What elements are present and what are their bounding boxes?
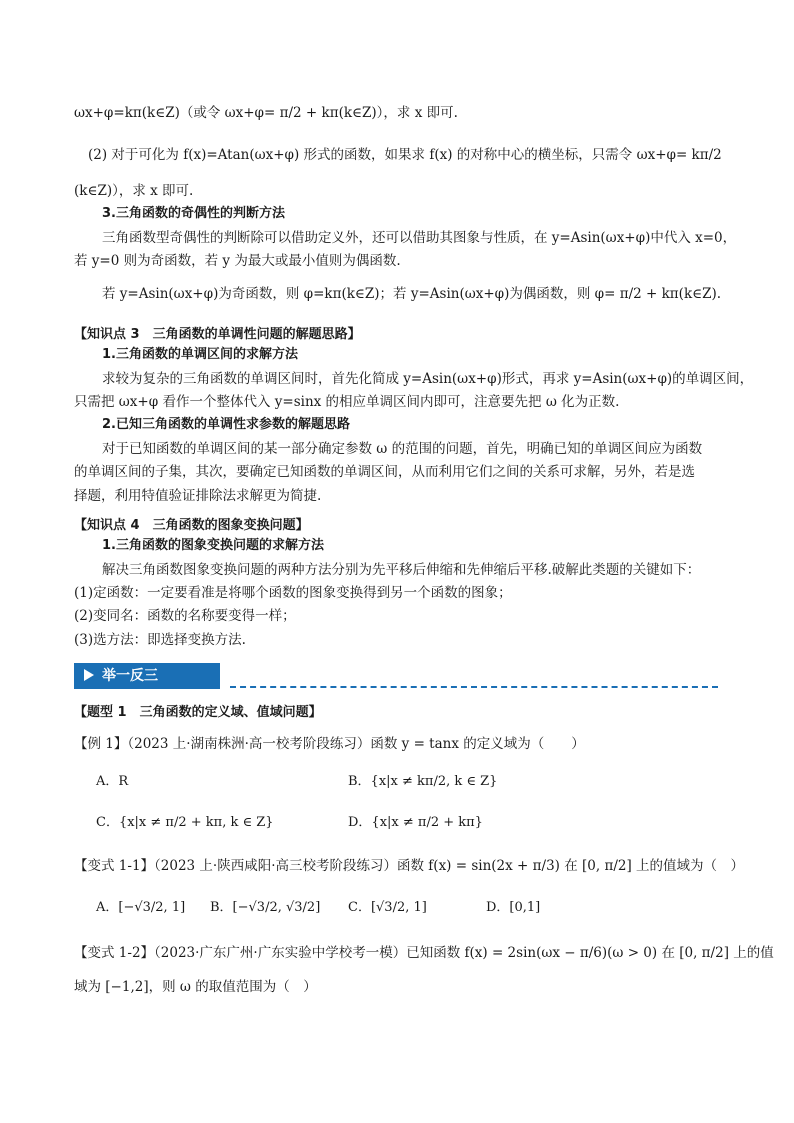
- text-line: 择题，利用特值验证排除法求解更为简捷.: [74, 488, 322, 504]
- text-line: 只需把 ωx+φ 看作一个整体代入 y=sinx 的相应单调区间内即可，注意要先把 ω 化为正数.: [74, 394, 620, 410]
- text-line: 若 y=0 则为奇函数，若 y 为最大或最小值则为偶函数.: [74, 253, 401, 269]
- option-c: C．[√3/2, 1]: [348, 900, 427, 915]
- knowledge-point-heading: 【知识点 4 三角函数的图象变换问题】: [74, 518, 309, 533]
- option-a: A．[−√3/2, 1]: [96, 900, 186, 915]
- text-line: 三角函数型奇偶性的判断除可以借助定义外，还可以借助其图象与性质，在 y=Asin(ωx+φ)中代入 x=0，: [102, 230, 737, 246]
- section-heading: 1.三角函数的图象变换问题的求解方法: [102, 538, 324, 553]
- text-line: (2)变同名：函数的名称要变得一样；: [74, 608, 296, 624]
- banner-divider: [230, 686, 718, 688]
- option-c: C．{x|x ≠ π/2 + kπ, k ∈ Z}: [96, 815, 274, 830]
- section-heading: 1.三角函数的单调区间的求解方法: [102, 347, 298, 362]
- text-line: 求较为复杂的三角函数的单调区间时，首先化简成 y=Asin(ωx+φ)形式，再求 y=Asin(ωx+φ)的单调区间，: [102, 371, 754, 387]
- text-line: ωx+φ=kπ(k∈Z)（或令 ωx+φ= π/2 + kπ(k∈Z)），求 x 即可.: [74, 105, 458, 121]
- example-question: 【例 1】（2023 上·湖南株洲·高一校考阶段练习）函数 y = tanx 的定义域为（ ）: [74, 736, 585, 752]
- text-line: (1)定函数：一定要看准是将哪个函数的图象变换得到另一个函数的图象；: [74, 585, 512, 601]
- option-d: D．{x|x ≠ π/2 + kπ}: [348, 815, 483, 830]
- option-a: A．R: [96, 774, 129, 789]
- text-line: 若 y=Asin(ωx+φ)为奇函数，则 φ=kπ(k∈Z)；若 y=Asin(ωx+φ)为偶函数，则 φ= π/2 + kπ(k∈Z).: [102, 286, 722, 302]
- text-line: 对于已知函数的单调区间的某一部分确定参数 ω 的范围的问题，首先，明确已知的单调区间应为函数: [102, 441, 703, 457]
- variant-question: 【变式 1-1】（2023 上·陕西咸阳·高三校考阶段练习）函数 f(x) = sin(2x + π/3) 在 [0, π/2] 上的值域为（ ）: [74, 858, 745, 874]
- section-heading: 2.已知三角函数的单调性求参数的解题思路: [102, 417, 350, 432]
- problem-type-heading: 【题型 1 三角函数的定义域、值域问题】: [74, 705, 322, 720]
- option-b: B．{x|x ≠ kπ/2, k ∈ Z}: [348, 774, 498, 789]
- text-line: (3)选方法：即选择变换方法.: [74, 632, 246, 648]
- text-line: (k∈Z)），求 x 即可.: [74, 183, 194, 199]
- banner-label: 举一反三: [102, 668, 158, 684]
- section-heading: 3.三角函数的奇偶性的判断方法: [102, 206, 285, 221]
- option-b: B．[−√3/2, √3/2]: [210, 900, 321, 915]
- knowledge-point-heading: 【知识点 3 三角函数的单调性问题的解题思路】: [74, 327, 361, 342]
- variant-question-continued: 域为 [−1,2]，则 ω 的取值范围为（ ）: [74, 979, 317, 995]
- section-banner: [74, 663, 220, 689]
- option-d: D．[0,1]: [486, 900, 541, 915]
- text-line: 解决三角函数图象变换问题的两种方法分别为先平移后伸缩和先伸缩后平移.破解此类题的关键如下：: [102, 562, 701, 578]
- text-line: (2) 对于可化为 f(x)=Atan(ωx+φ) 形式的函数，如果求 f(x) 的对称中心的横坐标，只需令 ωx+φ= kπ/2: [88, 147, 722, 163]
- variant-question: 【变式 1-2】（2023·广东广州·广东实验中学校考一模）已知函数 f(x) = 2sin(ωx − π/6)(ω > 0) 在 [0, π/2] 上的值: [74, 945, 774, 961]
- text-line: 的单调区间的子集，其次，要确定已知函数的单调区间，从而利用它们之间的关系可求解，另外，若是选: [74, 464, 695, 480]
- play-triangle-icon: [84, 669, 94, 681]
